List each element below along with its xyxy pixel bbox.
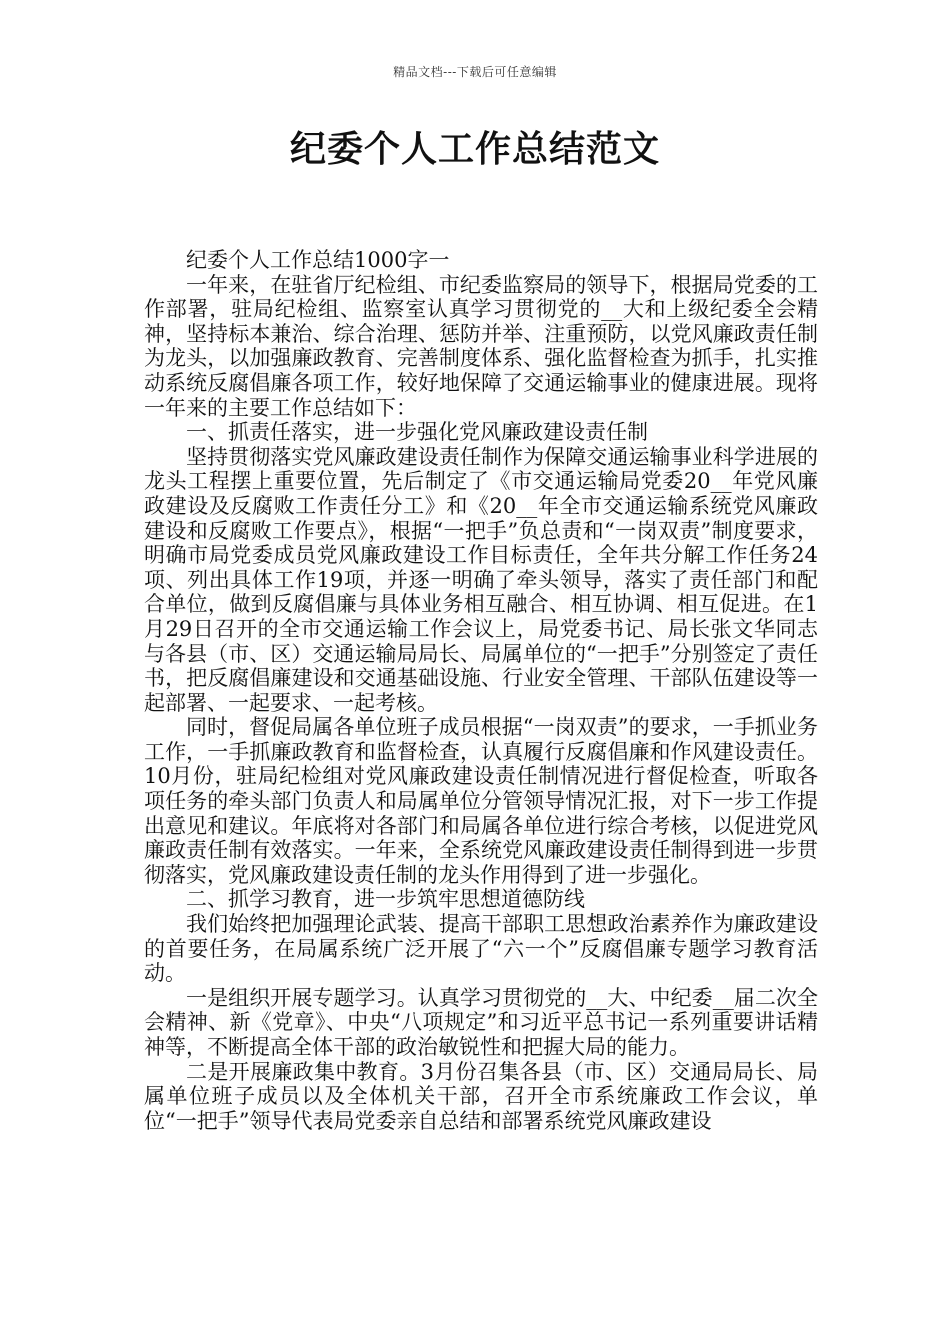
paragraph: 同时，督促局属各单位班子成员根据“一岗双责”的要求，一手抓业务工作，一手抓廉政教育和监督检查，认真履行反腐倡廉和作风建设责任。10月份，驻局纪检组对党风廉政建设责任制情况进行督促检查，听取各项任务的牵头部门负责人和局属单位分管领导情况汇报，对下一步工作提出意见和建议。年底将对各部门和局属各单位进行综合考核，以促进党风廉政责任制有效落实。一年来，全系统党风廉政建设责任制得到进一步贯彻落实，党风廉政建设责任制的龙头作用得到了进一步强化。 <box>144 715 818 887</box>
paragraph-subtitle: 纪委个人工作总结1000字一 <box>186 248 450 272</box>
paragraph: 二是开展廉政集中教育。3月份召集各县（市、区）交通局局长、局属单位班子成员以及全体机关干部，召开全市系统廉政工作会议，单位“一把手”领导代表局党委亲自总结和部署系统党风廉政建设 <box>144 1059 818 1133</box>
section-heading-1: 一、抓责任落实，进一步强化党风廉政建设责任制 <box>186 420 648 445</box>
document-title: 纪委个人工作总结范文 <box>289 129 660 170</box>
header-watermark: 精品文档---下载后可任意编辑 <box>393 65 557 79</box>
paragraph-intro: 一年来，在驻省厅纪检组、市纪委监察局的领导下，根据局党委的工作部署，驻局纪检组、监察室认真学习贯彻党的__大和上级纪委全会精神，坚持标本兼治、综合治理、惩防并举、注重预防，以党风廉政责任制为龙头，以加强廉政教育、完善制度体系、强化监督检查为抓手，扎实推动系统反腐倡廉各项工作，较好地保障了交通运输事业的健康进展。现将一年来的主要工作总结如下： <box>144 272 818 420</box>
paragraph: 一是组织开展专题学习。认真学习贯彻党的__大、中纪委__届二次全会精神、新《党章》、中央“八项规定”和习近平总书记一系列重要讲话精神等，不断提高全体干部的政治敏锐性和把握大局的能力。 <box>144 985 818 1059</box>
document-body <box>144 248 818 1133</box>
paragraph: 坚持贯彻落实党风廉政建设责任制作为保障交通运输事业科学进展的龙头工程摆上重要位置，先后制定了《市交通运输局党委20__年党风廉政建设及反腐败工作责任分工》和《20__年全市交通运输系统党风廉政建设和反腐败工作要点》，根据“一把手”负总责和“一岗双责”制度要求，明确市局党委成员党风廉政建设工作目标责任，全年共分解工作任务24项、列出具体工作19项，并逐一明确了牵头领导，落实了责任部门和配合单位，做到反腐倡廉与具体业务相互融合、相互协调、相互促进。在1月29日召开的全市交通运输工作会议上，局党委书记、局长张文华同志与各县（市、区）交通运输局局长、局属单位的“一把手”分别签定了责任书，把反腐倡廉建设和交通基础设施、行业安全管理、干部队伍建设等一起部署、一起要求、一起考核。 <box>144 444 818 715</box>
section-heading-2: 二、抓学习教育，进一步筑牢思想道德防线 <box>186 887 585 912</box>
paragraph: 我们始终把加强理论武装、提高干部职工思想政治素养作为廉政建设的首要任务，在局属系统广泛开展了“六一个”反腐倡廉专题学习教育活动。 <box>144 912 818 986</box>
